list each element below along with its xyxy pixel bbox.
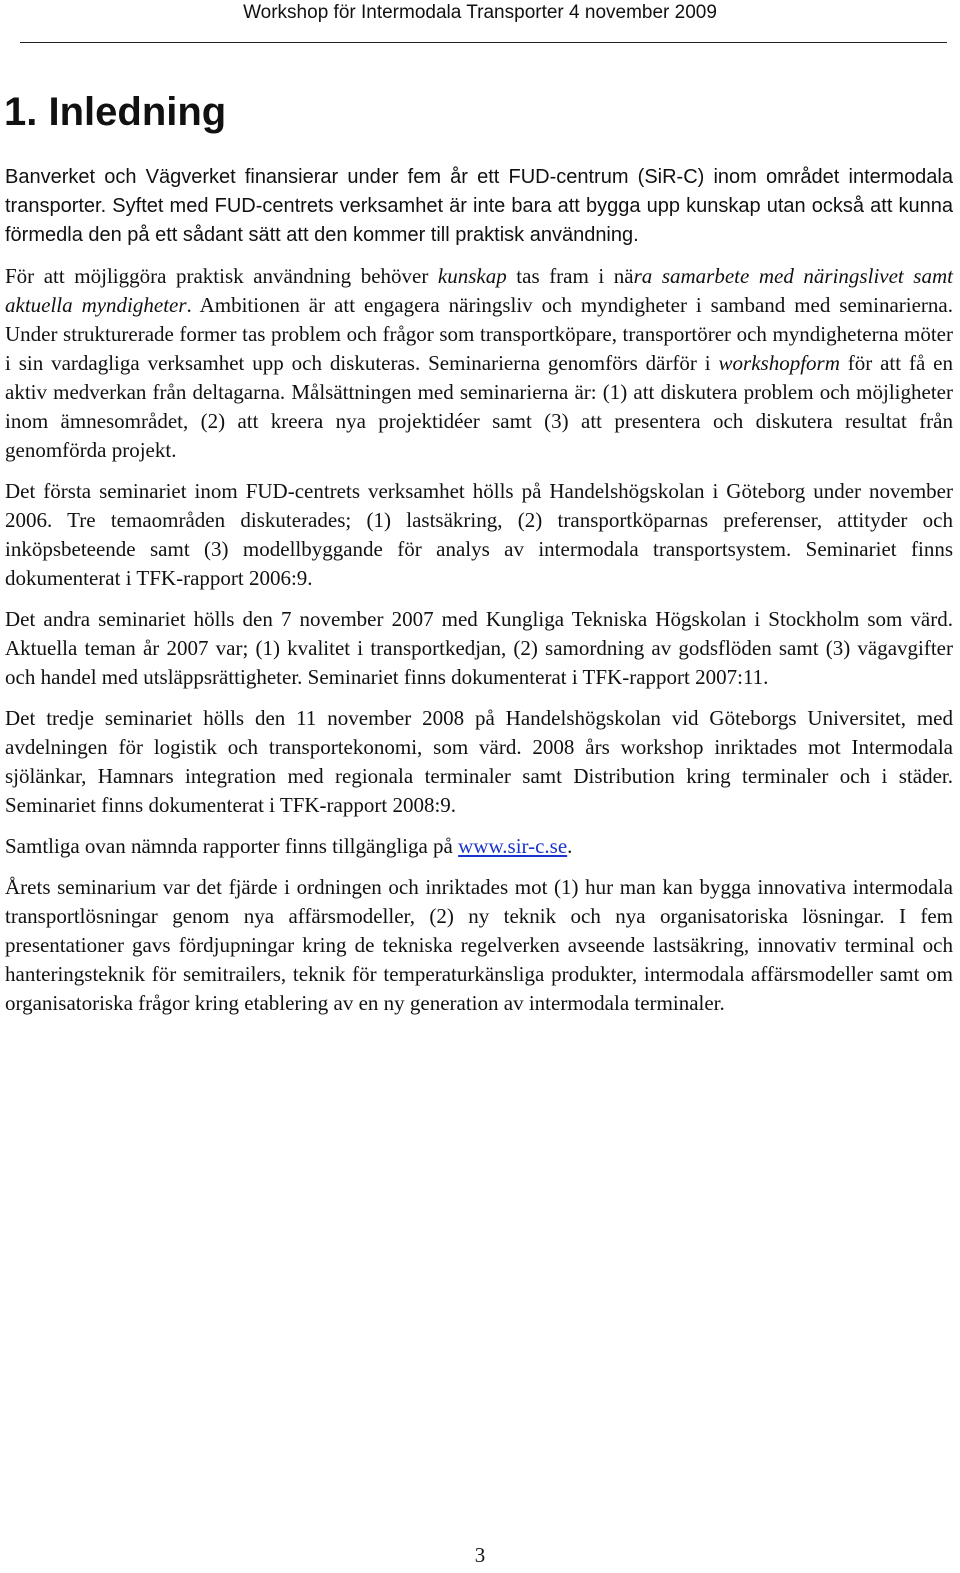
paragraph-second-seminar: Det andra seminariet hölls den 7 november 2007 med Kungliga Tekniska Högskolan i Stockholm som värd. Aktuella teman år 2007 var; (1) kvalitet i transportkedjan, (2) samordning av godsflöden samt (3) vägavgifter och handel med utsläppsrättigheter. Seminariet finns dokumenterat i TFK-rapport 2007:11. [5,607,953,689]
body-text [5,163,953,1030]
header-divider [20,42,947,43]
paragraph-text: tas fram i nä [506,264,634,288]
emphasis-text: kunskap [437,264,507,288]
paragraph-purpose [5,262,953,465]
paragraph-reports [5,832,953,861]
paragraph-text: . [567,834,573,858]
page-number: 3 [474,1543,486,1567]
paragraph-intro: Banverket och Vägverket finansierar under fem år ett FUD-centrum (SiR-C) inom området intermodala transporter. Syftet med FUD-centrets verksamhet är inte bara att bygga upp kunskap utan också att kunna förmedla den på ett sådant sätt att den kommer till praktisk användning. [5,166,953,246]
paragraph-text: . Ambitionen är att engagera näringsliv och myndigheter i samband med seminarierna. Under strukturerade former tas problem och frågor som transportköpare, transportörer och myndigheterna möter i sin vardagliga verksamhet upp och diskuteras. Seminarierna genomförs därför i [5,293,953,375]
paragraph-first-seminar: Det första seminariet inom FUD-centrets verksamhet hölls på Handelshögskolan i Göteborg under november 2006. Tre temaområden diskuterades; (1) lastsäkring, (2) transportköparnas preferenser, attityder och inköpsbeteende samt (3) modellbyggande för analys av intermodala transportsystem. Seminariet finns dokumenterat i TFK-rapport 2006:9. [5,479,953,590]
emphasis-text: ra samarbete med näringslivet samt aktuella myndigheter [5,264,953,317]
paragraph-third-seminar: Det tredje seminariet hölls den 11 november 2008 på Handelshögskolan vid Göteborgs Universitet, med avdelningen för logistik och transportekonomi, som värd. 2008 års workshop inriktades mot Intermodala sjölänkar, Hamnars integration med regionala terminaler samt Distribution kring terminaler och i städer. Seminariet finns dokumenterat i TFK-rapport 2008:9. [5,706,953,817]
paragraph-text: för att få en aktiv medverkan från deltagarna. Målsättningen med seminarierna är: (1) att diskutera problem och möjligheter inom ämnesområdet, (2) att kreera nya projektidéer samt (3) att presentera och diskutera resultat från genomförda projekt. [5,351,953,462]
running-header: Workshop för Intermodala Transporter 4 november 2009 [243,2,717,23]
section-heading: 1. Inledning [4,90,227,134]
paragraph-this-year: Årets seminarium var det fjärde i ordningen och inriktades mot (1) hur man kan bygga innovativa intermodala transportlösningar genom nya affärsmodeller, (2) ny teknik och nya organisatoriska lösningar. I fem presentationer gavs fördjupningar kring de tekniska regelverken avseende lastsäkring, innovativ terminal och hanteringsteknik för semitrailers, teknik för temperaturkänsliga produkter, intermodala affärsmodeller samt om organisatoriska frågor kring etablering av en ny generation av intermodala terminaler. [5,875,953,1015]
paragraph-text: För att möjliggöra praktisk användning behöver [5,264,438,288]
emphasis-text: workshopform [718,351,840,375]
website-link[interactable]: www.sir-c.se [458,834,568,858]
paragraph-text: Samtliga ovan nämnda rapporter finns tillgängliga på [5,834,459,858]
